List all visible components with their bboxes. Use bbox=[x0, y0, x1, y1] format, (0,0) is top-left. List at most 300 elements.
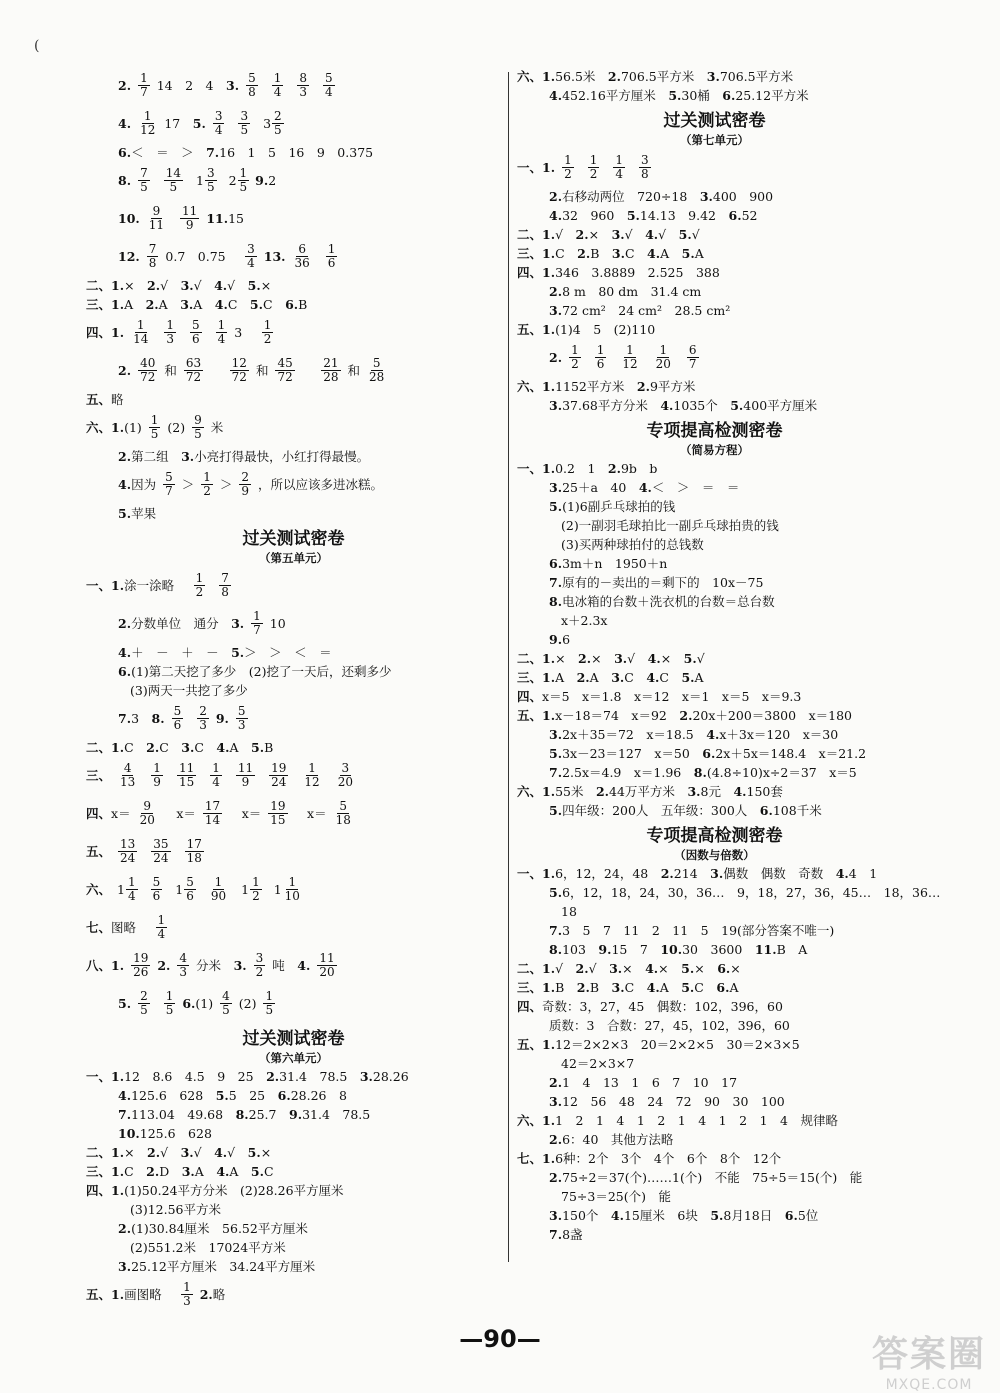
answer-line bbox=[86, 142, 501, 161]
denominator: 24 bbox=[120, 850, 136, 865]
answer-text: 103 bbox=[562, 942, 599, 957]
answer-line bbox=[86, 1161, 501, 1180]
numerator: 5 bbox=[152, 874, 161, 889]
numerator: 5 bbox=[339, 798, 348, 813]
answer-text: B bbox=[589, 980, 612, 995]
numerator: 1 bbox=[136, 317, 145, 332]
item-number: 5. bbox=[681, 246, 695, 261]
answer-line bbox=[517, 262, 912, 281]
answer-text: x－18＝74 x＝92 bbox=[555, 708, 680, 723]
answer-text: 原有的－卖出的＝剩下的 10x－75 bbox=[562, 575, 764, 590]
answer-text: √ bbox=[555, 961, 576, 976]
numerator: 13 bbox=[120, 836, 136, 851]
item-number: 三、 bbox=[86, 767, 112, 783]
item-number: 4. bbox=[646, 670, 660, 685]
answer-line bbox=[86, 104, 501, 142]
numerator: 3 bbox=[214, 108, 223, 123]
fraction bbox=[317, 952, 336, 978]
answer-text: A bbox=[193, 297, 215, 312]
item-number: 5. bbox=[668, 88, 682, 103]
answer-text: ＜ ＝ ＞ bbox=[131, 145, 207, 160]
numerator: 1 bbox=[589, 152, 598, 167]
item-number: 3. bbox=[181, 449, 195, 464]
item-number: 13. bbox=[263, 248, 286, 264]
item-number: 8. bbox=[235, 1107, 249, 1122]
denominator: 5 bbox=[206, 179, 215, 194]
answer-line bbox=[86, 66, 501, 104]
answer-line bbox=[86, 832, 501, 870]
item-number: 七、1. bbox=[517, 1151, 556, 1166]
answer-text: x＝ bbox=[111, 805, 131, 821]
numerator: 1 bbox=[217, 317, 226, 332]
fraction bbox=[326, 243, 338, 269]
item-number: 6. bbox=[784, 1208, 798, 1223]
item-number: 六、1. bbox=[86, 419, 125, 435]
item-number: 3. bbox=[710, 866, 724, 881]
answer-text: C bbox=[124, 1164, 147, 1179]
answer-text: (1)6副乒乓球拍的钱 bbox=[562, 499, 676, 514]
watermark-text: 答案圈 bbox=[871, 1334, 986, 1375]
answer-line bbox=[517, 667, 912, 686]
answer-line bbox=[517, 319, 912, 338]
answer-text: 和 bbox=[347, 362, 361, 378]
answer-line bbox=[86, 1275, 501, 1313]
item-number: 八、1. bbox=[86, 957, 125, 973]
item-number: 9. bbox=[289, 1107, 303, 1122]
fraction bbox=[156, 914, 168, 940]
watermark-url: MXQE.COM bbox=[885, 1377, 973, 1393]
fraction bbox=[147, 205, 166, 231]
answer-text: x＋3x＝120 x＝30 bbox=[719, 727, 839, 742]
item-number: 4. bbox=[638, 480, 652, 495]
answer-text: B bbox=[590, 246, 612, 261]
item-number: 5. bbox=[549, 499, 563, 514]
item-number: 3. bbox=[233, 957, 247, 973]
fraction bbox=[138, 72, 150, 98]
numerator: 3 bbox=[247, 241, 255, 256]
fraction bbox=[151, 838, 170, 864]
denominator: 5 bbox=[150, 426, 159, 441]
answer-text: A bbox=[229, 1164, 251, 1179]
item-number: 2. bbox=[145, 297, 159, 312]
item-number: 7. bbox=[549, 1227, 563, 1242]
numerator: 5 bbox=[191, 317, 200, 332]
answer-line bbox=[517, 395, 912, 414]
answer-text: 3 bbox=[234, 324, 255, 340]
item-number: 2. bbox=[146, 740, 160, 755]
answer-text: 米 bbox=[210, 419, 224, 435]
denominator: 7 bbox=[253, 622, 261, 637]
answer-line bbox=[517, 724, 912, 743]
answer-line bbox=[517, 572, 912, 591]
answer-line bbox=[517, 863, 912, 882]
item-number: 5. bbox=[710, 1208, 724, 1223]
answer-text: 346 3.8889 2.525 388 bbox=[555, 265, 720, 280]
denominator: 20 bbox=[139, 812, 155, 827]
answer-text: C bbox=[624, 246, 648, 261]
answer-text: 125.6 628 bbox=[139, 1126, 212, 1141]
section-subtitle: （简易方程） bbox=[680, 443, 749, 457]
item-number: 4. bbox=[216, 1164, 230, 1179]
item-number: 3. bbox=[359, 1069, 373, 1084]
answer-line bbox=[517, 186, 912, 205]
numerator: 11 bbox=[182, 203, 198, 218]
answer-text: 25＋a 40 bbox=[562, 480, 639, 495]
denominator: 4 bbox=[325, 84, 333, 99]
fraction bbox=[192, 414, 204, 440]
fraction bbox=[126, 876, 138, 902]
item-number: 5. bbox=[215, 1088, 229, 1103]
item-number: 3. bbox=[706, 69, 720, 84]
answer-line bbox=[517, 458, 912, 477]
answer-line bbox=[86, 351, 501, 389]
item-number: 5. bbox=[247, 1145, 261, 1160]
fraction bbox=[219, 572, 231, 598]
answer-line bbox=[517, 1186, 912, 1205]
fraction bbox=[147, 243, 159, 269]
item-number: 2. bbox=[679, 708, 693, 723]
answer-text: √ bbox=[193, 278, 215, 293]
answer-text: x＋2.3x bbox=[561, 613, 608, 628]
answer-line bbox=[517, 338, 912, 376]
answer-line bbox=[86, 161, 501, 199]
answer-text: A bbox=[555, 670, 577, 685]
answer-line bbox=[86, 870, 501, 908]
denominator: 72 bbox=[277, 369, 293, 384]
fraction bbox=[138, 357, 157, 383]
item-number: 5. bbox=[251, 740, 265, 755]
answer-line bbox=[86, 1142, 501, 1161]
denominator: 2 bbox=[203, 483, 211, 498]
item-number: 4. bbox=[660, 398, 674, 413]
answer-text: A bbox=[124, 297, 146, 312]
whole-part: 1 bbox=[195, 172, 204, 188]
answer-line bbox=[517, 1129, 912, 1148]
answer-text: 15 7 bbox=[611, 942, 661, 957]
answer-line bbox=[86, 199, 501, 237]
denominator: 5 bbox=[222, 1002, 230, 1017]
numerator: 1 bbox=[308, 760, 316, 775]
answer-text: 略 bbox=[212, 1286, 226, 1302]
answer-text: C bbox=[659, 670, 682, 685]
answer-line bbox=[517, 996, 912, 1015]
denominator: 2 bbox=[195, 584, 204, 599]
answer-text: C bbox=[124, 740, 147, 755]
denominator: 24 bbox=[153, 850, 169, 865]
answer-text: 14.13 9.42 bbox=[639, 208, 729, 223]
denominator: 4 bbox=[157, 926, 166, 941]
item-number: 3. bbox=[549, 303, 563, 318]
answer-line bbox=[517, 148, 912, 186]
fraction bbox=[245, 243, 257, 269]
numerator: 40 bbox=[140, 355, 156, 370]
answer-text: C bbox=[624, 670, 647, 685]
item-number: 六、1. bbox=[517, 69, 556, 84]
answer-line bbox=[86, 503, 501, 522]
answer-text: x＝5 x＝1.8 x＝12 x＝1 x＝5 x＝9.3 bbox=[542, 689, 802, 704]
answer-text: 1035个 bbox=[673, 398, 731, 413]
item-number: 10. bbox=[660, 942, 683, 957]
item-number: 3. bbox=[180, 278, 194, 293]
numerator: 5 bbox=[237, 703, 246, 718]
answer-text: 8月18日 bbox=[723, 1208, 785, 1223]
answer-line bbox=[517, 534, 912, 553]
denominator: 4 bbox=[214, 122, 223, 137]
numerator: 2 bbox=[199, 703, 207, 718]
answer-text: 28.26 bbox=[372, 1069, 409, 1084]
answer-text: ＞ ＞ ＜ ＝ bbox=[244, 645, 332, 660]
item-number: 2. bbox=[549, 189, 563, 204]
item-number: 5. bbox=[730, 398, 744, 413]
denominator: 7 bbox=[165, 483, 173, 498]
answer-text: × bbox=[730, 961, 741, 976]
fraction bbox=[620, 344, 639, 370]
item-number: 6. bbox=[722, 88, 736, 103]
answer-text: 52 bbox=[741, 208, 758, 223]
answer-text: 125.6 628 bbox=[131, 1088, 216, 1103]
answer-text: 16 1 5 16 9 0.375 bbox=[219, 145, 374, 160]
answer-text: 2.5x＝4.9 x＝1.96 bbox=[562, 765, 694, 780]
item-number: 七、 bbox=[86, 919, 112, 935]
answer-line bbox=[86, 794, 501, 832]
fraction bbox=[216, 319, 228, 345]
numerator: 1 bbox=[214, 874, 223, 889]
numerator: 5 bbox=[186, 874, 194, 889]
answer-text: 2x＋35＝72 x＝18.5 bbox=[562, 727, 707, 742]
answer-text: 32 960 bbox=[562, 208, 627, 223]
answer-text: (1) bbox=[124, 419, 142, 435]
answer-line bbox=[517, 496, 912, 515]
answer-line bbox=[517, 800, 912, 819]
answer-text: × bbox=[124, 1145, 148, 1160]
answer-text: 113.04 49.68 bbox=[131, 1107, 236, 1122]
item-number: 3. bbox=[549, 398, 563, 413]
item-number: 2. bbox=[157, 957, 171, 973]
denominator: 3 bbox=[166, 331, 174, 346]
denominator: 72 bbox=[140, 369, 156, 384]
item-number: 6. bbox=[702, 746, 716, 761]
item-number: 二、1. bbox=[517, 227, 556, 242]
item-number: 6. bbox=[285, 297, 299, 312]
item-number: 四、 bbox=[517, 689, 543, 704]
item-number: 五、1. bbox=[517, 1037, 556, 1052]
answer-text: √ bbox=[193, 1145, 215, 1160]
denominator: 7 bbox=[140, 84, 148, 99]
answer-text: 15厘米 6块 bbox=[623, 1208, 711, 1223]
denominator: 11 bbox=[148, 217, 165, 232]
numerator: 1 bbox=[153, 760, 161, 775]
item-number: 10. bbox=[118, 1126, 140, 1141]
fraction bbox=[118, 762, 137, 788]
answer-line bbox=[517, 977, 912, 996]
fraction bbox=[367, 357, 386, 383]
denominator: 14 bbox=[133, 331, 149, 346]
answer-text: A bbox=[660, 246, 682, 261]
answer-text: 18 bbox=[561, 904, 577, 919]
denominator: 3 bbox=[179, 964, 188, 979]
answer-text: 第二组 bbox=[131, 449, 182, 464]
answer-text: C bbox=[227, 297, 250, 312]
item-number: 3. bbox=[181, 1164, 195, 1179]
item-number: 2. bbox=[576, 670, 590, 685]
fraction bbox=[687, 344, 699, 370]
answer-text: 四年级：200人 五年级：300人 bbox=[562, 803, 760, 818]
numerator: 35 bbox=[153, 836, 169, 851]
answer-text: 150套 bbox=[746, 784, 783, 799]
item-number: 3. bbox=[549, 727, 563, 742]
item-number: 2. bbox=[595, 784, 610, 799]
numerator: 1 bbox=[203, 469, 211, 484]
answer-line bbox=[517, 1034, 912, 1053]
item-number: 3. bbox=[687, 784, 701, 799]
numerator: 2 bbox=[241, 469, 250, 484]
answer-text: 25.12平方米 bbox=[735, 88, 809, 103]
numerator: 5 bbox=[248, 70, 256, 85]
answer-line bbox=[517, 1072, 912, 1091]
item-number: 7. bbox=[549, 765, 563, 780]
numerator: 4 bbox=[222, 988, 230, 1003]
answer-line bbox=[86, 680, 501, 699]
item-number: 2. bbox=[118, 449, 132, 464]
answer-text: 42＝2×3×7 bbox=[561, 1056, 635, 1071]
answer-text: 25.7 bbox=[248, 1107, 289, 1122]
answer-line bbox=[86, 313, 501, 351]
answer-text: (3)买两种球拍付的总钱数 bbox=[561, 537, 704, 552]
numerator: 1 bbox=[150, 412, 159, 427]
answer-line bbox=[86, 984, 501, 1022]
numerator: 19 bbox=[133, 950, 149, 965]
numerator: 17 bbox=[204, 798, 221, 813]
denominator: 10 bbox=[284, 888, 300, 903]
answer-text: 9平方米 bbox=[649, 379, 696, 394]
answer-line bbox=[86, 446, 501, 465]
answer-line bbox=[86, 566, 501, 604]
item-number: 3. bbox=[549, 1208, 563, 1223]
answer-text: 72 cm² 24 cm² 28.5 cm² bbox=[562, 303, 731, 318]
item-number: 4. bbox=[549, 208, 563, 223]
item-number: 三、1. bbox=[86, 1164, 125, 1179]
answer-text: C bbox=[262, 297, 286, 312]
item-number: 5. bbox=[250, 1164, 264, 1179]
answer-text: 4 1 bbox=[848, 866, 878, 881]
item-number: 9. bbox=[255, 172, 269, 188]
denominator: 24 bbox=[271, 774, 287, 789]
fraction bbox=[210, 762, 222, 788]
item-number: 二、1. bbox=[86, 740, 125, 755]
numerator: 5 bbox=[325, 70, 333, 85]
item-number: 一、1. bbox=[517, 866, 556, 881]
answer-text: (1)第二天挖了多少 (2)挖了一天后，还剩多少 bbox=[131, 664, 392, 679]
fraction bbox=[194, 572, 206, 598]
answer-text: (1)30.84厘米 56.52平方厘米 bbox=[131, 1221, 308, 1236]
answer-text: 706.5平方米 bbox=[620, 69, 707, 84]
fraction bbox=[164, 990, 176, 1016]
watermark-logo bbox=[872, 1326, 986, 1393]
answer-text: ＜ ＞ ＝ ＝ bbox=[651, 480, 740, 495]
numerator: 3 bbox=[255, 950, 264, 965]
denominator: 4 bbox=[273, 84, 282, 99]
item-number: 4. bbox=[646, 980, 660, 995]
numerator: 1 bbox=[239, 165, 248, 180]
denominator: 2 bbox=[252, 888, 260, 903]
fraction bbox=[205, 167, 217, 193]
answer-text: 14 2 4 bbox=[156, 77, 227, 93]
item-number: 3. bbox=[699, 189, 713, 204]
mixed-number bbox=[274, 876, 302, 902]
numerator: 19 bbox=[270, 798, 286, 813]
fraction bbox=[321, 357, 340, 383]
item-number: 4. bbox=[214, 1145, 228, 1160]
fraction bbox=[588, 154, 600, 180]
item-number: 4. bbox=[297, 957, 311, 973]
fraction bbox=[562, 154, 574, 180]
answer-text: 706.5平方米 bbox=[719, 69, 794, 84]
answer-text: 10 bbox=[269, 615, 286, 631]
answer-text: 12 8.6 4.5 9 25 bbox=[124, 1069, 267, 1084]
section-subtitle: （第六单元） bbox=[259, 1051, 328, 1065]
answer-text: 214 bbox=[673, 866, 711, 881]
answer-text: √ bbox=[658, 227, 679, 242]
item-number: 3. bbox=[231, 615, 245, 631]
answer-line bbox=[86, 294, 501, 313]
answer-line bbox=[517, 743, 912, 762]
denominator: 28 bbox=[369, 369, 385, 384]
answer-text: (1)50.24平方分米 (2)28.26平方厘米 bbox=[124, 1183, 344, 1198]
answer-text: 8盏 bbox=[562, 1227, 583, 1242]
answer-text: 3x－23＝127 x＝50 bbox=[562, 746, 703, 761]
fraction bbox=[613, 154, 625, 180]
numerator: 17 bbox=[186, 836, 202, 851]
fraction bbox=[251, 610, 263, 636]
answer-line bbox=[86, 604, 501, 642]
answer-text: √ bbox=[227, 278, 248, 293]
item-number: 5. bbox=[118, 995, 132, 1011]
answer-text: 6 bbox=[562, 632, 571, 647]
fraction bbox=[236, 705, 248, 731]
answer-text: √ bbox=[588, 961, 610, 976]
numerator: 1 bbox=[157, 912, 166, 927]
answer-text: ＋ － ＋ － bbox=[131, 645, 232, 660]
item-number: 2. bbox=[607, 461, 621, 476]
numerator: 11 bbox=[319, 950, 335, 965]
denominator: 8 bbox=[248, 84, 256, 99]
denominator: 8 bbox=[148, 255, 157, 270]
answer-line bbox=[517, 882, 941, 901]
numerator: 1 bbox=[288, 874, 297, 889]
denominator: 18 bbox=[186, 850, 202, 865]
denominator: 12 bbox=[304, 774, 320, 789]
answer-line bbox=[517, 224, 912, 243]
answer-line bbox=[517, 477, 912, 496]
answer-line bbox=[86, 408, 501, 446]
answer-text: A bbox=[659, 980, 682, 995]
answer-text: C bbox=[159, 740, 182, 755]
answer-text: C bbox=[624, 980, 647, 995]
item-number: 四、 bbox=[86, 805, 112, 821]
fraction bbox=[283, 876, 302, 902]
numerator: 12 bbox=[231, 355, 247, 370]
item-number: 2. bbox=[118, 615, 132, 631]
item-number: 2. bbox=[607, 69, 621, 84]
answer-text: 1 2 1 4 1 2 1 4 1 2 1 4 规律略 bbox=[555, 1113, 838, 1128]
item-number: 6. bbox=[759, 803, 773, 818]
item-number: 五、 bbox=[86, 843, 112, 859]
answer-text: × bbox=[622, 961, 646, 976]
item-number: 2. bbox=[147, 278, 161, 293]
answer-line bbox=[86, 1066, 501, 1085]
item-number: 5. bbox=[683, 651, 697, 666]
answer-line bbox=[517, 1015, 912, 1034]
